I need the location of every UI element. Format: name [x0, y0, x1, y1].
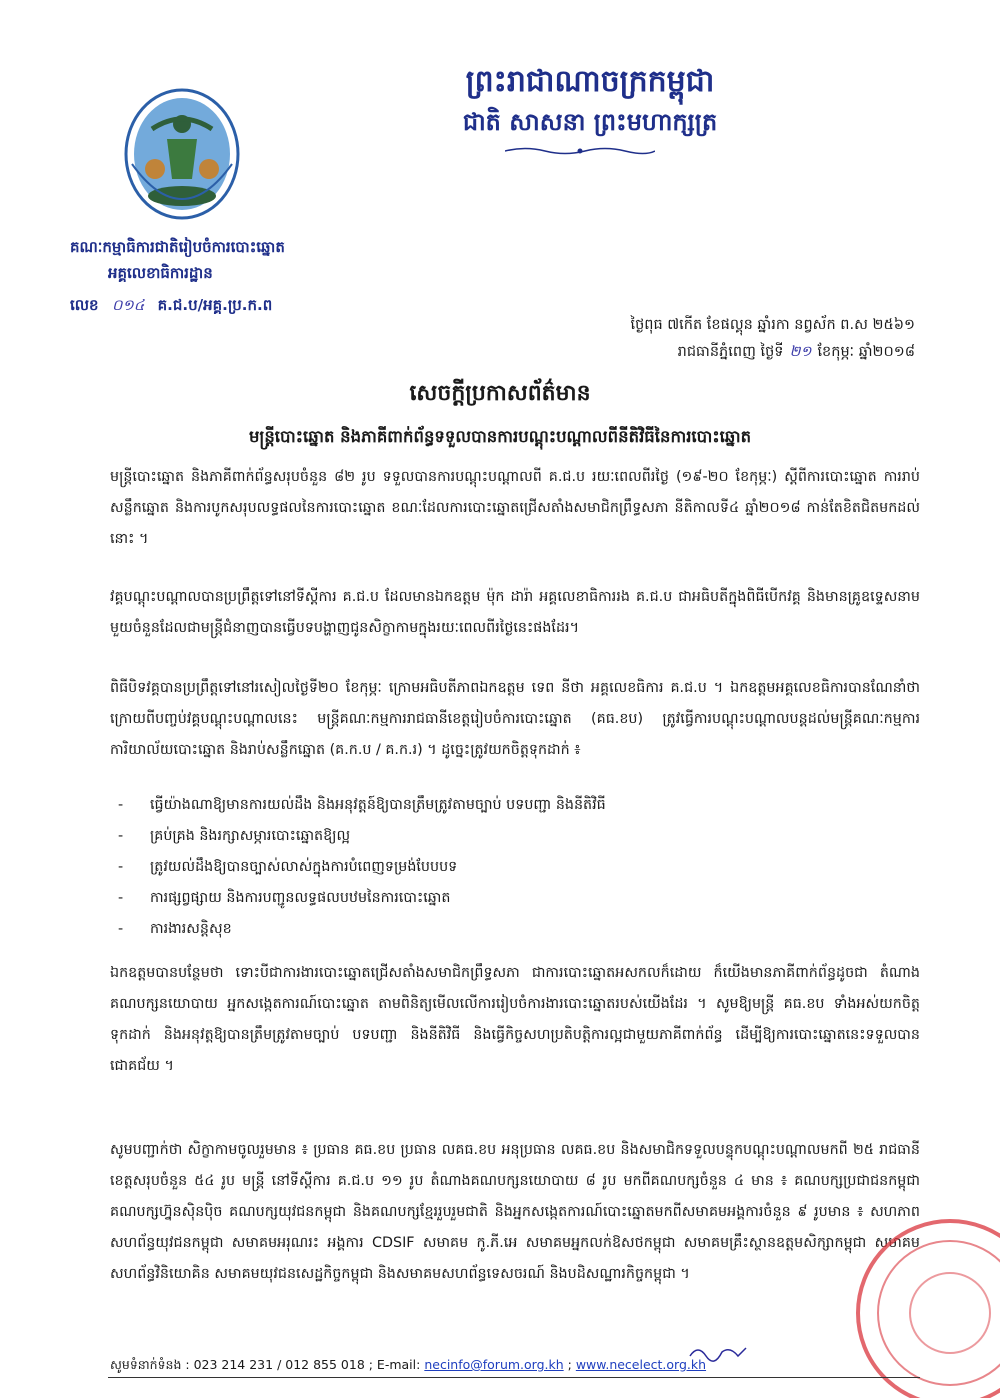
footer-contact: [110, 1355, 706, 1375]
paragraph-2: វគ្គបណ្តុះបណ្តាលបានប្រព្រឹត្តទៅនៅទីស្តីការ គ.ជ.ប ដែលមានឯកឧត្តម ម៉ុក ដារ៉ា អគ្គលេខាធិការរង គ.ជ.ប ជាអធិបតីក្នុងពិធីបើកវគ្គ និងមានគ្រូឧទ្ទេសនាមមួយចំនួនដែលជាមន្រ្តីជំនាញបានធ្វើបទបង្ហាញជូនសិក្ខាកាមក្នុងរយៈពេលពីរថ្ងៃនេះផងដែរ។: [110, 589, 920, 636]
place-date: [678, 341, 915, 363]
national-motto: ជាតិ សាសនា ព្រះមហាក្សត្រ: [462, 107, 718, 136]
document-subtitle: មន្រ្តីបោះឆ្នោត និងភាគីពាក់ព័ន្ធទទួលបានការបណ្តុះបណ្តាលពីនីតិវិធីនៃការបោះឆ្នោត: [248, 427, 752, 446]
place-date-prefix: រាជធានីភ្នំពេញ ថ្ងៃទី: [677, 344, 784, 360]
lunar-date: ថ្ងៃពុធ ៧កើត ខែផល្គុន ឆ្នាំរកា នព្វស័ក ព.ស ២៥៦១: [630, 317, 915, 333]
place-date-suffix: ខែកុម្ភៈ ឆ្នាំ២០១៨: [817, 344, 915, 360]
email-link[interactable]: necinfo@forum.org.kh: [424, 1357, 564, 1372]
date-day: ២១: [789, 344, 812, 360]
list-item: - គ្រប់គ្រង និងរក្សាសម្ភារបោះឆ្នោតឱ្យល្អ: [110, 821, 890, 852]
ref-suffix: គ.ជ.ប/អគ្គ.ប្រ.ក.ព: [157, 296, 273, 314]
website-link[interactable]: www.necelect.org.kh: [575, 1357, 707, 1372]
paragraph-1: មន្រ្តីបោះឆ្នោត និងភាគីពាក់ព័ន្ធសរុបចំនួន ៨២ រូប ទទួលបានការបណ្តុះបណ្តាលពី គ.ជ.ប រយៈពេលពីរថ្ងៃ (១៩-២០ ខែកុម្ភៈ) ស្តីពីការបោះឆ្នោត ការរាប់សន្លឹកឆ្នោត និងការបូកសរុបលទ្ធផលនៃការបោះឆ្នោត ខណៈដែលការបោះឆ្នោតជ្រើសតាំងសមាជិកព្រឹទ្ធសភា នីតិកាលទី៤ ឆ្នាំ២០១៨ កាន់តែខិតជិតមកដល់នោះ ។: [110, 469, 920, 547]
organization-name: គណៈកម្មាធិការជាតិរៀបចំការបោះឆ្នោត: [70, 238, 285, 256]
list-item: - ត្រូវយល់ដឹងឱ្យបានច្បាស់លាស់ក្នុងការបំពេញទម្រង់បែបបទ: [110, 852, 890, 883]
paragraph-5: សូមបញ្ជាក់ថា សិក្ខាកាមចូលរួមមាន ៖ ប្រធាន គធ.ខប ប្រធាន លគធ.ខប អនុប្រធាន លគធ.ខប និងសមាជិកទទួលបន្ទុកបណ្តុះបណ្តាលមកពី ២៥ រាជធានី ខេត្តសរុបចំនួន ៥៤ រូប មន្រ្តី នៅទីស្តីការ គ.ជ.ប ១១ រូប តំណាងគណបក្សនយោបាយ ៨ រូប មកពីគណបក្សចំនួន ៤ មាន ៖ គណបក្សប្រជាជនកម្ពុជា គណបក្សហ្វ៊ុនស៊ិនប៉ិច គណបក្សយុវជនកម្ពុជា និងគណបក្សខ្មែររួបរួមជាតិ និងអ្នកសង្កេតការណ៍បោះឆ្នោតមកពីសមាគមអង្គការចំនួន ៩ រូបមាន ៖ សហភាពសហព័ន្ធយុវជនកម្ពុជា សមាគមអរុណរះ អង្គការ CDSIF សមាគម កូ.ភី.អេ សមាគមអ្នកលក់ឱសថកម្ពុជា សមាគមគ្រឹះស្ថានឧត្តមសិក្សាកម្ពុជា សមាគមសហព័ន្ធវិនិយោគិន សមាគមយុវជនសេដ្ឋកិច្ចកម្ពុជា និងសមាគមសហព័ន្ធទេសចរណ៍ និងបដិសណ្ឋារកិច្ចកម្ពុជា ។: [110, 1142, 920, 1282]
official-stamp: [780, 1218, 1000, 1398]
paragraph-3: ពិធីបិទវគ្គបានប្រព្រឹត្តទៅនៅរសៀលថ្ងៃទី២០ ខែកុម្ភៈ ក្រោមអធិបតីភាពឯកឧត្តម ទេព នីថា អគ្គលេខធិការ គ.ជ.ប ។ ឯកឧត្តមអគ្គលេខធិការបានណែនាំថា ក្រោយពីបញ្ចប់វគ្គបណ្តុះបណ្តាលនេះ មន្រ្តីគណៈកម្មការរាជធានីខេត្តរៀបចំការបោះឆ្នោត (គធ.ខប) ត្រូវធ្វើការបណ្តុះបណ្តាលបន្តដល់មន្រ្តីគណៈកម្មការការិយាល័យបោះឆ្នោត និងរាប់សន្លឹកឆ្នោត (គ.ក.ប / គ.ក.រ) ។ ដូច្នេះត្រូវយកចិត្តទុកដាក់ ៖: [110, 680, 920, 758]
ref-number: ០១៤: [111, 296, 145, 314]
instruction-list: [110, 790, 890, 945]
footer-separator: ;: [563, 1357, 576, 1372]
kingdom-heading: ព្រះរាជាណាចក្រកម្ពុជា: [465, 64, 715, 99]
list-item: - ធ្វើយ៉ាងណាឱ្យមានការយល់ដឹង និងអនុវត្តន៍ឱ្យបានត្រឹមត្រូវតាមច្បាប់ បទបញ្ជា និងនីតិវិធី: [110, 790, 890, 821]
footer-divider: [108, 1377, 920, 1378]
contact-text: សូមទំនាក់ទំនង : 023 214 231 / 012 855 018 ; E-mail:: [110, 1357, 421, 1372]
reference-number: [70, 294, 272, 316]
department-name: អគ្គលេខាធិការដ្ឋាន: [108, 264, 213, 282]
document-title: សេចក្តីប្រកាសព័ត៌មាន: [409, 381, 591, 406]
list-item: - ការផ្សព្វផ្សាយ និងការបញ្ជូនលទ្ធផលបឋមនៃការបោះឆ្នោត: [110, 883, 890, 914]
paragraph-4: ឯកឧត្តមបានបន្ថែមថា ទោះបីជាការងារបោះឆ្នោតជ្រើសតាំងសមាជិកព្រឹទ្ធសភា ជាការបោះឆ្នោតអសកលក៏ដោយ ក៏យើងមានភាគីពាក់ព័ន្ធដូចជា តំណាងគណបក្សនយោបាយ អ្នកសង្កេតការណ៍បោះឆ្នោត តាមពិនិត្យមើលលើការរៀបចំការងារបោះឆ្នោតរបស់យើងដែរ ។ សូមឱ្យមន្រ្តី គធ.ខប ទាំងអស់យកចិត្តទុកដាក់ និងអនុវត្តឱ្យបានត្រឹមត្រូវតាមច្បាប់ បទបញ្ជា និងនីតិវិធី និងធ្វើកិច្ចសហប្រតិបត្តិការល្អជាមួយភាគីពាក់ព័ន្ធ ដើម្បីឱ្យការបោះឆ្នោតនេះទទួលបានជោគជ័យ ។: [110, 965, 920, 1074]
list-item: - ការងារសន្តិសុខ: [110, 914, 890, 945]
ornament-divider: [505, 146, 655, 156]
ref-label: លេខ: [70, 296, 99, 314]
